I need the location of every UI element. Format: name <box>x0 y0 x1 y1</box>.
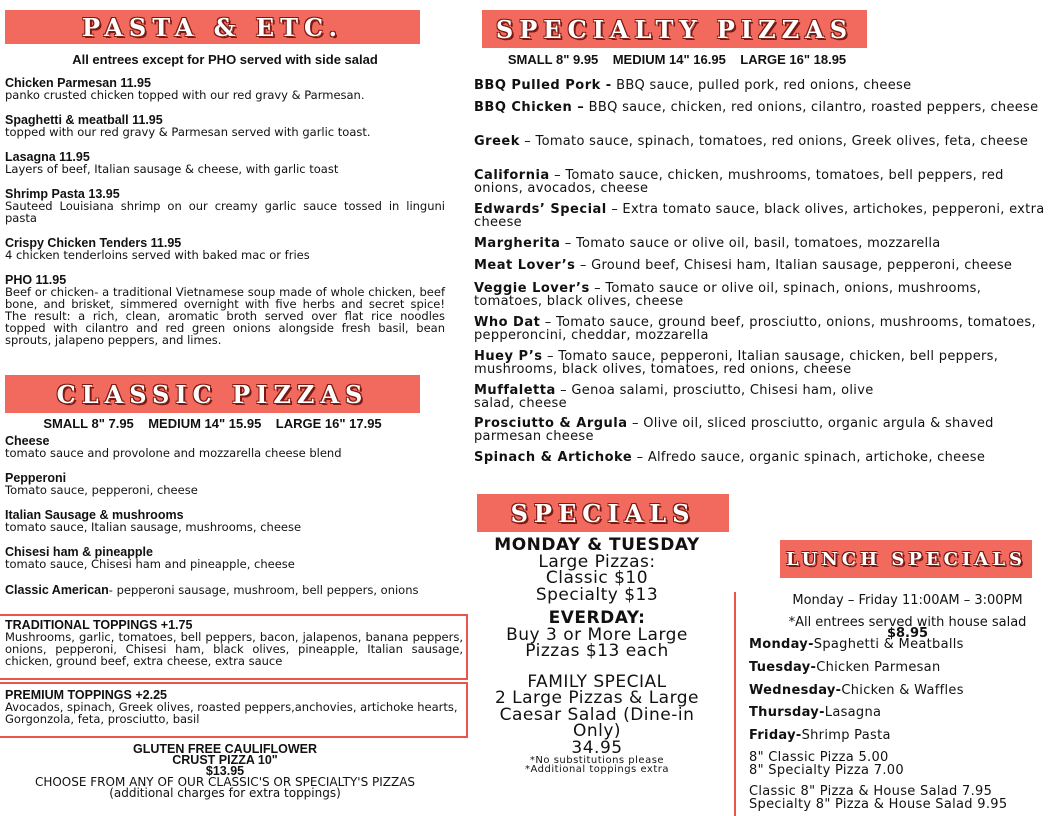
specialty-item <box>474 351 1049 376</box>
lunch-day-dish: Spaghetti & Meatballs <box>813 637 964 652</box>
specials-family: FAMILY SPECIAL <box>527 671 667 692</box>
pasta-banner <box>5 10 420 44</box>
specialty-sizes: SMALL 8" 9.95 MEDIUM 14" 16.95 LARGE 16" 18.95 <box>507 52 847 67</box>
pasta-item <box>5 274 445 346</box>
lunch-day-name: Wednesday- <box>749 683 842 698</box>
specialty-item <box>474 260 1049 273</box>
specialty-item-name: Muffaletta <box>474 383 556 398</box>
specials-note-1: *No substitutions please <box>529 755 665 766</box>
specialty-item-name: Prosciutto & Argula <box>474 416 628 431</box>
classic-title: CLASSIC PIZZAS <box>56 379 369 409</box>
lunch-combo-2: Specialty 8" Pizza & House Salad 9.95 <box>749 797 1008 812</box>
specialty-item <box>474 418 1049 443</box>
specialty-item-name: California <box>474 168 550 183</box>
lunch-day-dish: Shrimp Pasta <box>801 728 891 743</box>
pasta-item-desc: Layers of beef, Italian sausage & cheese, with garlic toast <box>5 162 339 176</box>
specialty-item-desc: – Alfredo sauce, organic spinach, artichoke, cheese <box>632 450 986 465</box>
classic-item-desc: tomato sauce and provolone and mozzarella cheese blend <box>5 446 342 460</box>
pasta-item-name: PHO 11.95 <box>5 273 67 287</box>
classic-item-desc: tomato sauce, Chisesi ham and pineapple, cheese <box>5 557 295 571</box>
lunch-hours: Monday – Friday 11:00AM – 3:00PM <box>792 593 1023 608</box>
specials-large: Large Pizzas: <box>538 551 656 572</box>
specialty-item <box>474 80 1049 93</box>
specialty-item-name: Margherita <box>474 236 561 251</box>
lunch-day-dish: Chicken & Waffles <box>841 683 964 698</box>
specialty-item <box>474 170 1049 195</box>
lunch-pizzas <box>749 751 904 777</box>
specialty-item <box>474 385 894 410</box>
traditional-toppings-box <box>0 614 468 680</box>
specialty-item-name: Edwards’ Special <box>474 202 607 217</box>
gluten-free-desc: CHOOSE FROM ANY OF OUR CLASSIC'S OR SPECIALTY'S PIZZAS (additional charges for extra toppings) <box>34 775 416 800</box>
specialty-item-name: Huey P’s <box>474 349 543 364</box>
classic-item <box>5 546 445 570</box>
premium-toppings-title: PREMIUM TOPPINGS +2.25 <box>5 688 167 702</box>
lunch-day <box>749 684 964 697</box>
pasta-item-desc: Sauteed Louisiana shrimp on our creamy garlic sauce tossed in linguni pasta <box>5 199 445 225</box>
specialty-item <box>474 204 1049 229</box>
classic-item-desc: - pepperoni sausage, mushroom, bell peppers, onions <box>108 583 419 597</box>
specialty-item-name: BBQ Chicken – <box>474 100 585 115</box>
premium-toppings-box <box>0 682 468 738</box>
specialty-banner <box>482 10 867 48</box>
classic-item-name: Classic American <box>5 583 109 597</box>
specialty-item <box>474 452 1049 465</box>
specialty-item-desc: – Tomato sauce or olive oil, basil, tomatoes, mozzarella <box>560 236 941 251</box>
classic-item <box>5 509 445 533</box>
specials-mon-tue: MONDAY & TUESDAY <box>494 535 700 555</box>
lunch-served: *All entrees served with house salad <box>788 615 1027 630</box>
gluten-free <box>10 744 440 799</box>
classic-item-name: Cheese <box>5 434 50 448</box>
specials-title: SPECIALS <box>510 498 696 528</box>
pasta-item-desc: Beef or chicken- a traditional Vietnamese soup made of whole chicken, beef bone, and brisket, simmered overnight with five herbs and secret spice! The result: a rich, clean, aromatic broth served over flat rice noodles topped with cilantro and red green onions alongside fresh basil, bean sprouts, jalapeno peppers, and limes. <box>5 285 445 347</box>
classic-item-name: Pepperoni <box>5 471 67 485</box>
lunch-day <box>749 706 881 719</box>
pasta-item-name: Crispy Chicken Tenders 11.95 <box>5 236 182 250</box>
specialty-item <box>474 283 1049 308</box>
specials-note-2: *Additional toppings extra <box>524 764 670 775</box>
specialty-item-desc: – Tomato sauce, pepperoni, Italian sausage, chicken, bell peppers, mushrooms, black olives, tomatoes, red onions, cheese <box>474 349 999 377</box>
lunch-pizza-1: 8" Classic Pizza 5.00 <box>749 750 889 765</box>
traditional-toppings-title: TRADITIONAL TOPPINGS +1.75 <box>5 618 193 632</box>
pasta-item-name: Shrimp Pasta 13.95 <box>5 187 120 201</box>
specialty-item-desc: BBQ sauce, pulled pork, red onions, cheese <box>611 78 912 93</box>
premium-toppings-desc: Avocados, spinach, Greek olives, roasted peppers,anchovies, artichoke hearts, Gorgonzola, feta, prosciutto, basil <box>5 700 458 726</box>
classic-item-name: Italian Sausage & mushrooms <box>5 508 184 522</box>
specialty-title: SPECIALTY PIZZAS <box>495 14 854 44</box>
specialty-item-name: Spinach & Artichoke <box>474 450 633 465</box>
specialty-item-name: BBQ Pulled Pork - <box>474 78 612 93</box>
pasta-item-name: Chicken Parmesan 11.95 <box>5 76 151 90</box>
pasta-subtitle: All entrees except for PHO served with side salad <box>72 52 378 67</box>
pasta-item-desc: panko crusted chicken topped with our red gravy & Parmesan. <box>5 88 365 102</box>
classic-banner <box>5 375 420 413</box>
pasta-item-desc: topped with our red gravy & Parmesan served with garlic toast. <box>5 125 371 139</box>
specials-specialty: Specialty $13 <box>535 584 659 605</box>
specialty-item-desc: – Genoa salami, prosciutto, Chisesi ham, olive salad, cheese <box>474 383 874 411</box>
pasta-item-desc: 4 chicken tenderloins served with baked mac or fries <box>5 248 310 262</box>
specialty-item <box>474 317 1049 342</box>
specialty-item <box>474 136 1049 149</box>
lunch-day <box>749 729 891 742</box>
traditional-toppings-desc: Mushrooms, garlic, tomatoes, bell peppers, bacon, jalapenos, banana peppers, onions, pepperoni, Chisesi ham, black olives, pineapple, Italian sausage, chicken, ground beef, extra cheese, extra sauce <box>5 630 463 668</box>
pasta-item <box>5 114 445 138</box>
specialty-item <box>474 238 1049 251</box>
lunch-day-name: Tuesday- <box>749 660 817 675</box>
specialty-item-name: Who Dat <box>474 315 541 330</box>
classic-item <box>5 472 445 496</box>
pasta-item <box>5 151 445 175</box>
pasta-item <box>5 188 445 224</box>
specials-banner <box>477 494 729 532</box>
classic-item <box>5 584 445 596</box>
specialty-item-name: Greek <box>474 134 520 149</box>
specials-content <box>477 537 717 774</box>
gluten-free-price: $13.95 <box>205 764 245 778</box>
lunch-day-name: Monday- <box>749 637 814 652</box>
specials-everyday: EVERDAY: <box>548 608 646 628</box>
lunch-divider <box>734 592 736 816</box>
specials-classic: Classic $10 <box>545 568 649 588</box>
pasta-title: PASTA & ETC. <box>82 12 343 42</box>
lunch-combo-1: Classic 8" Pizza & House Salad 7.95 <box>749 784 993 799</box>
lunch-combos <box>749 785 1007 811</box>
pasta-item <box>5 237 445 261</box>
lunch-day-dish: Lasagna <box>824 705 882 720</box>
specials-buy3: Buy 3 or More Large Pizzas $13 each <box>506 624 688 661</box>
pasta-item <box>5 77 445 101</box>
specialty-item-desc: – Extra tomato sauce, black olives, artichokes, pepperoni, extra cheese <box>474 202 1045 230</box>
classic-item-desc: tomato sauce, Italian sausage, mushrooms, cheese <box>5 520 302 534</box>
specialty-item-desc: BBQ sauce, chicken, red onions, cilantro, roasted peppers, cheese <box>584 100 1039 115</box>
classic-item <box>5 435 445 459</box>
specials-family-price: 34.95 <box>571 737 623 758</box>
specialty-item-name: Meat Lover’s <box>474 258 576 273</box>
classic-item-desc: Tomato sauce, pepperoni, cheese <box>5 483 198 497</box>
classic-item-name: Chisesi ham & pineapple <box>5 545 153 559</box>
traditional-toppings <box>5 619 463 667</box>
lunch-day-name: Friday- <box>749 728 802 743</box>
specialty-item-desc: – Tomato sauce, ground beef, prosciutto, onions, mushrooms, tomatoes, pepperoncini, cheddar, mozzarella <box>474 315 1036 343</box>
lunch-banner <box>780 540 1032 578</box>
pasta-item-name: Spaghetti & meatball 11.95 <box>5 113 163 127</box>
lunch-title: LUNCH SPECIALS <box>785 548 1027 570</box>
specialty-item <box>474 102 1049 115</box>
lunch-day-name: Thursday- <box>749 705 825 720</box>
lunch-day <box>749 661 941 674</box>
specialty-item-name: Veggie Lover’s <box>474 281 590 296</box>
specialty-item-desc: – Ground beef, Chisesi ham, Italian sausage, pepperoni, cheese <box>575 258 1013 273</box>
specialty-item-desc: – Tomato sauce, chicken, mushrooms, tomatoes, bell peppers, red onions, avocados, cheese <box>474 168 1004 196</box>
lunch-day <box>749 638 964 651</box>
classic-sizes: SMALL 8" 7.95 MEDIUM 14" 15.95 LARGE 16" 17.95 <box>43 416 382 431</box>
lunch-day-dish: Chicken Parmesan <box>816 660 941 675</box>
lunch-price: $8.95 <box>886 626 929 641</box>
specialty-item-desc: – Tomato sauce or olive oil, spinach, onions, mushrooms, tomatoes, black olives, cheese <box>474 281 982 309</box>
premium-toppings <box>5 689 460 725</box>
lunch-pizza-2: 8" Specialty Pizza 7.00 <box>749 763 904 778</box>
specials-family-desc: 2 Large Pizzas & Large Caesar Salad (Dine-in Only) <box>494 688 700 741</box>
gluten-free-title: GLUTEN FREE CAULIFLOWER CRUST PIZZA 10" <box>132 742 317 767</box>
specialty-item-desc: – Tomato sauce, spinach, tomatoes, red onions, Greek olives, feta, cheese <box>519 134 1029 149</box>
specialty-item-desc: – Olive oil, sliced prosciutto, organic argula & shaved parmesan cheese <box>474 416 994 444</box>
pasta-item-name: Lasagna 11.95 <box>5 150 90 164</box>
